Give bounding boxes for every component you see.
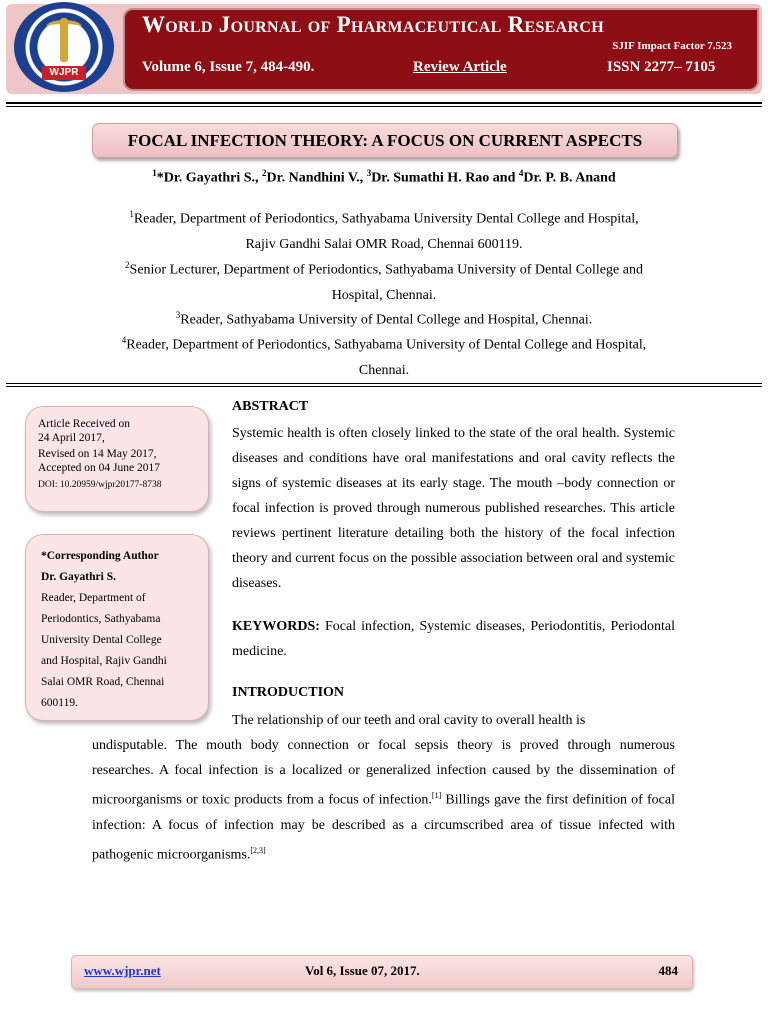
introduction-body <box>92 733 675 867</box>
corresponding-heading: *Corresponding Author <box>41 550 159 562</box>
abstract-text: Systemic health is often closely linked to the state of the oral health. Systemic diseases and conditions have oral manifestations and oral cavity reflects the signs of systemic diseases at its early stage. The mouth –body connection or focal infection is proved through numerous published researches. This article reviews pertinent literature detailing both the history of the focal infection theory and current focus on the possible association between oral and systemic diseases. <box>232 426 675 591</box>
affiliation-sup: 3 <box>175 310 181 320</box>
author-name: Dr. Sumathi H. Rao and <box>371 170 519 186</box>
doi: DOI: 10.20959/wjpr20177-8738 <box>38 480 162 490</box>
journal-logo <box>14 2 114 92</box>
introduction-first-line: The relationship of our teeth and oral cavity to overall health is <box>232 713 586 728</box>
volume-info: Volume 6, Issue 7, 484-490. <box>142 59 315 75</box>
citation: [1] <box>431 791 442 800</box>
keywords <box>232 614 675 664</box>
logo-text: WJPR <box>42 66 86 80</box>
caduceus-icon <box>60 18 68 62</box>
corresponding-line: Periodontics, Sathyabama <box>41 613 161 625</box>
header-divider <box>6 102 762 107</box>
introduction-text: undisputable. The mouth body connection or focal sepsis theory is proved through numerous researches. A focal infection is a localized or generalized infection caused by the dissemination of microorganisms or toxic products from a focus of infection. <box>92 738 675 808</box>
issn: ISSN 2277– 7105 <box>607 59 716 75</box>
author-sup: 3 <box>366 168 372 178</box>
affiliation-line: Reader, Department of Periodontics, Sathyabama University of Dental College and Hospital, <box>126 337 647 353</box>
revised-date: Revised on 14 May 2017, <box>38 448 157 460</box>
author-sup: 4 <box>518 168 524 178</box>
accepted-date: Accepted on 04 June 2017 <box>38 461 160 474</box>
affiliation-sup: 2 <box>125 260 130 270</box>
received-label: Article Received on <box>38 418 130 430</box>
affiliation-line: Rajiv Gandhi Salai OMR Road, Chennai 600119. <box>245 236 523 252</box>
author-sup: 2 <box>262 168 267 178</box>
page-number: 484 <box>658 963 678 978</box>
corresponding-author-box <box>25 534 209 721</box>
journal-url-link[interactable]: www.wjpr.net <box>84 963 161 978</box>
footer-issue: Vol 6, Issue 07, 2017. <box>305 963 420 978</box>
corresponding-name: Dr. Gayathri S. <box>41 571 116 583</box>
affiliation-line: Reader, Sathyabama University of Dental College and Hospital, Chennai. <box>180 312 593 328</box>
article-title: FOCAL INFECTION THEORY: A FOCUS ON CURRENT ASPECTS <box>92 123 678 158</box>
author-name: Dr. Nandhini V., <box>266 170 367 186</box>
author-list <box>0 168 768 187</box>
affiliation-1 <box>86 202 682 257</box>
keywords-label: KEYWORDS: <box>232 619 320 634</box>
affiliation-line: Chennai. <box>358 362 410 378</box>
corresponding-line: and Hospital, Rajiv Gandhi <box>41 655 167 667</box>
corresponding-line: Reader, Department of <box>41 592 146 604</box>
article-type: Review Article <box>413 59 507 75</box>
affiliation-4 <box>86 328 682 383</box>
keywords-text: Focal infection, Systemic diseases, Periodontitis, Periodontal medicine. <box>232 619 675 659</box>
affiliation-line: Senior Lecturer, Department of Periodontics, Sathyabama University of Dental College and <box>129 262 643 278</box>
abstract-heading: ABSTRACT <box>232 399 309 414</box>
impact-factor: SJIF Impact Factor 7.523 <box>612 40 732 52</box>
affiliation-line: Hospital, Chennai. <box>331 287 437 303</box>
page-footer <box>71 955 693 989</box>
corresponding-line: University Dental College <box>41 634 162 646</box>
received-date: 24 April 2017, <box>38 431 105 444</box>
author-sup: 1 <box>152 168 157 178</box>
introduction-text: Billings gave the first definition of focal infection: A focus of infection may be described as a circumscribed area of tissue infected with pathogenic microorganisms. <box>92 792 675 863</box>
introduction-heading: INTRODUCTION <box>232 685 345 700</box>
affiliation-2 <box>86 253 682 308</box>
author-name: Dr. P. B. Anand <box>523 170 616 186</box>
affiliation-sup: 1 <box>129 209 134 219</box>
affiliation-line: Reader, Department of Periodontics, Sathyabama University Dental College and Hospital, <box>133 211 639 227</box>
affiliation-sup: 4 <box>121 335 127 345</box>
journal-name: World Journal of Pharmaceutical Research <box>142 12 604 37</box>
corresponding-line: Salai OMR Road, Chennai <box>41 676 165 688</box>
affiliation-divider <box>6 383 762 387</box>
article-info-box <box>25 406 209 512</box>
corresponding-line: 600119. <box>41 697 78 709</box>
citation: [2,3] <box>250 845 266 855</box>
author-name: *Dr. Gayathri S., <box>156 170 263 186</box>
